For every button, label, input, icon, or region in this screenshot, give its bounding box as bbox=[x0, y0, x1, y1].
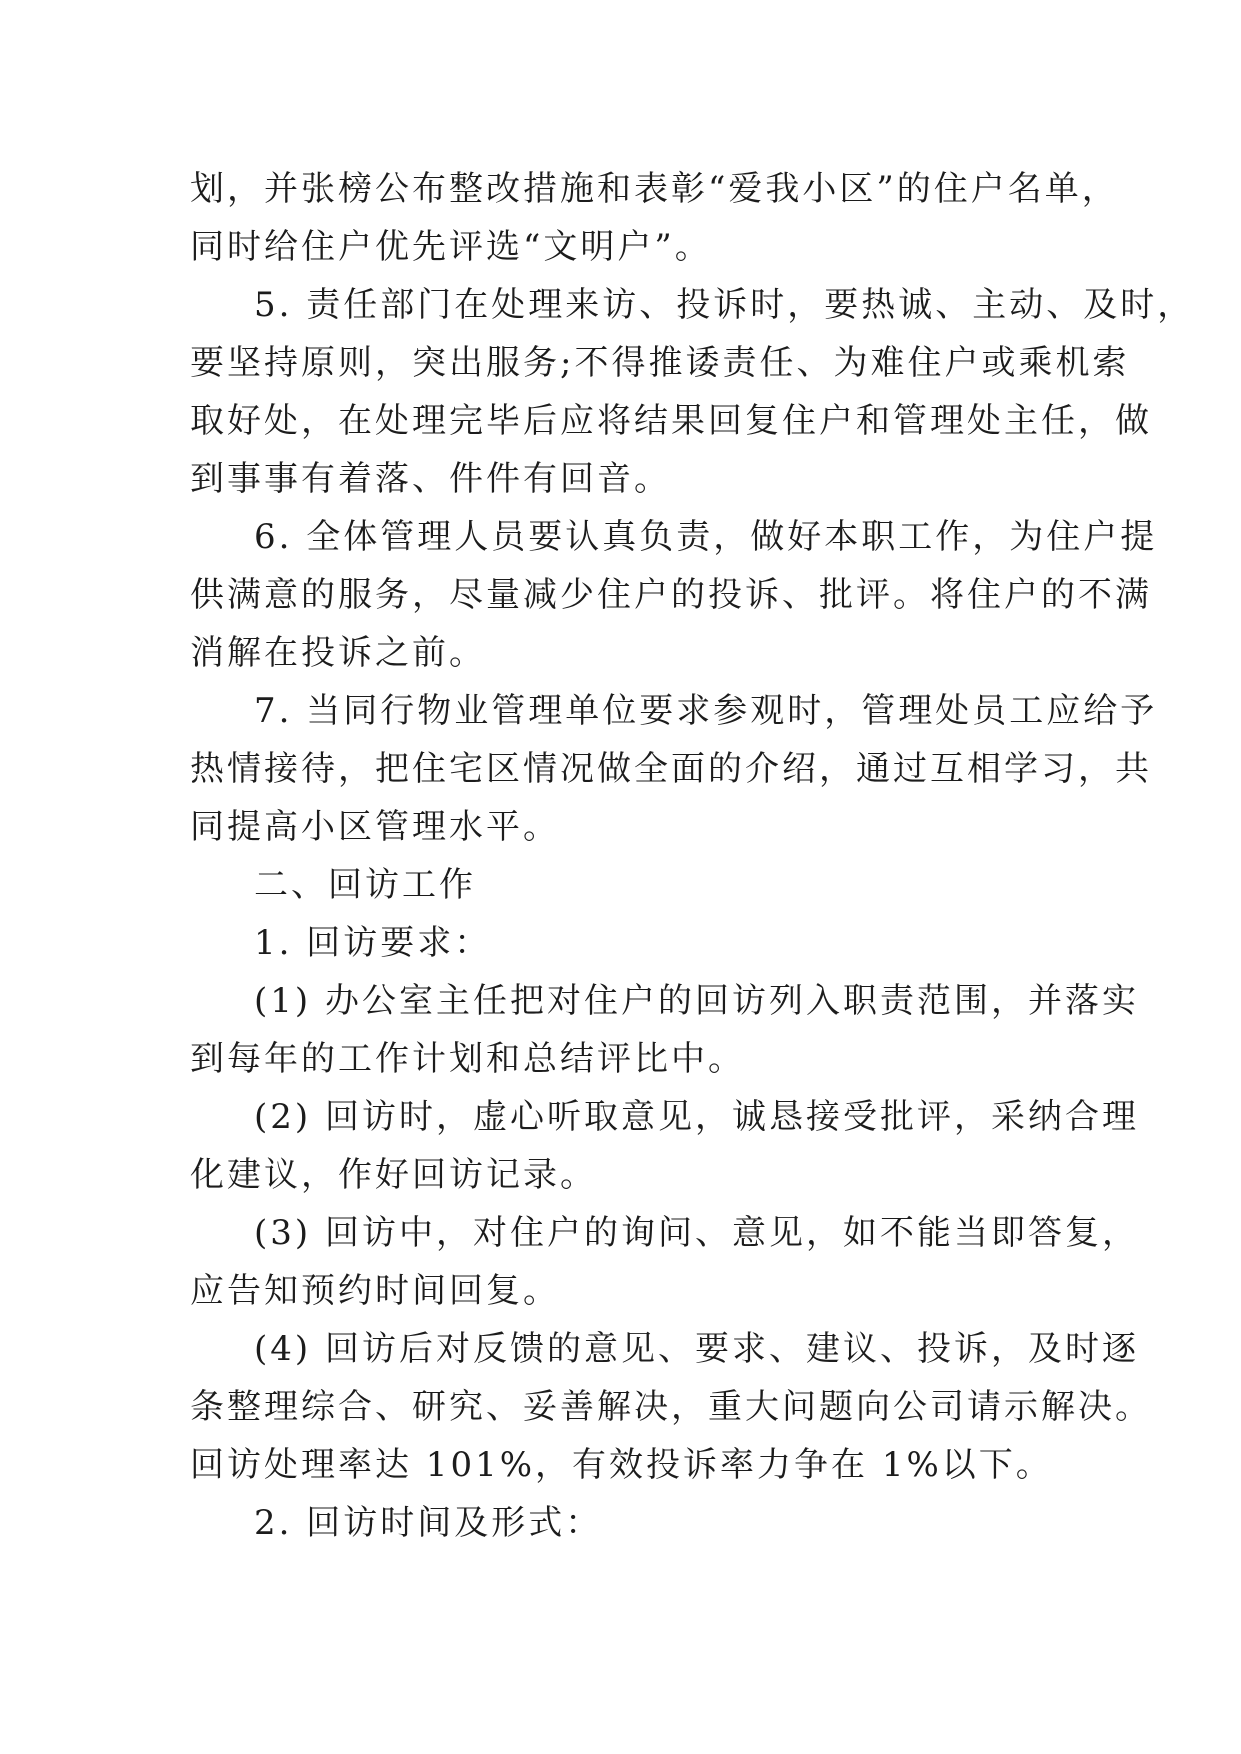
text-line: 到事事有着落、件件有回音。 bbox=[190, 459, 671, 499]
text-line: 取好处，在处理完毕后应将结果回复住户和管理处主任，做 bbox=[190, 401, 1152, 441]
text-line: 7. 当同行物业管理单位要求参观时，管理处员工应给予 bbox=[254, 691, 1158, 731]
text-line: (2) 回访时，虚心听取意见，诚恳接受批评，采纳合理 bbox=[254, 1097, 1139, 1137]
subsection-heading: 1. 回访要求： bbox=[254, 923, 492, 963]
text-line: 回访处理率达 101%，有效投诉率力争在 1%以下。 bbox=[190, 1445, 1053, 1485]
subsection-heading: 2. 回访时间及形式： bbox=[254, 1503, 603, 1543]
section-heading: 二、回访工作 bbox=[254, 865, 476, 905]
text-line: 条整理综合、研究、妥善解决，重大问题向公司请示解决。 bbox=[190, 1387, 1152, 1427]
text-line: 5. 责任部门在处理来访、投诉时，要热诚、主动、及时， bbox=[254, 285, 1195, 325]
text-line: (4) 回访后对反馈的意见、要求、建议、投诉，及时逐 bbox=[254, 1329, 1139, 1369]
text-line: 到每年的工作计划和总结评比中。 bbox=[190, 1039, 745, 1079]
text-line: 化建议，作好回访记录。 bbox=[190, 1155, 597, 1195]
text-line: 供满意的服务，尽量减少住户的投诉、批评。将住户的不满 bbox=[190, 575, 1152, 615]
text-line: 消解在投诉之前。 bbox=[190, 633, 486, 673]
document-body bbox=[190, 160, 1195, 1552]
text-line: (1) 办公室主任把对住户的回访列入职责范围，并落实 bbox=[254, 981, 1139, 1021]
text-line: 6. 全体管理人员要认真负责，做好本职工作，为住户提 bbox=[254, 517, 1158, 557]
text-line: 同提高小区管理水平。 bbox=[190, 807, 560, 847]
text-line: (3) 回访中，对住户的询问、意见，如不能当即答复， bbox=[254, 1213, 1139, 1253]
text-line: 热情接待，把住宅区情况做全面的介绍，通过互相学习，共 bbox=[190, 749, 1152, 789]
text-line: 应告知预约时间回复。 bbox=[190, 1271, 560, 1311]
text-line: 要坚持原则，突出服务;不得推诿责任、为难住户或乘机索 bbox=[190, 343, 1130, 383]
text-line: 同时给住户优先评选“文明户”。 bbox=[190, 227, 712, 267]
text-line: 划，并张榜公布整改措施和表彰“爱我小区”的住户名单， bbox=[190, 169, 1119, 209]
